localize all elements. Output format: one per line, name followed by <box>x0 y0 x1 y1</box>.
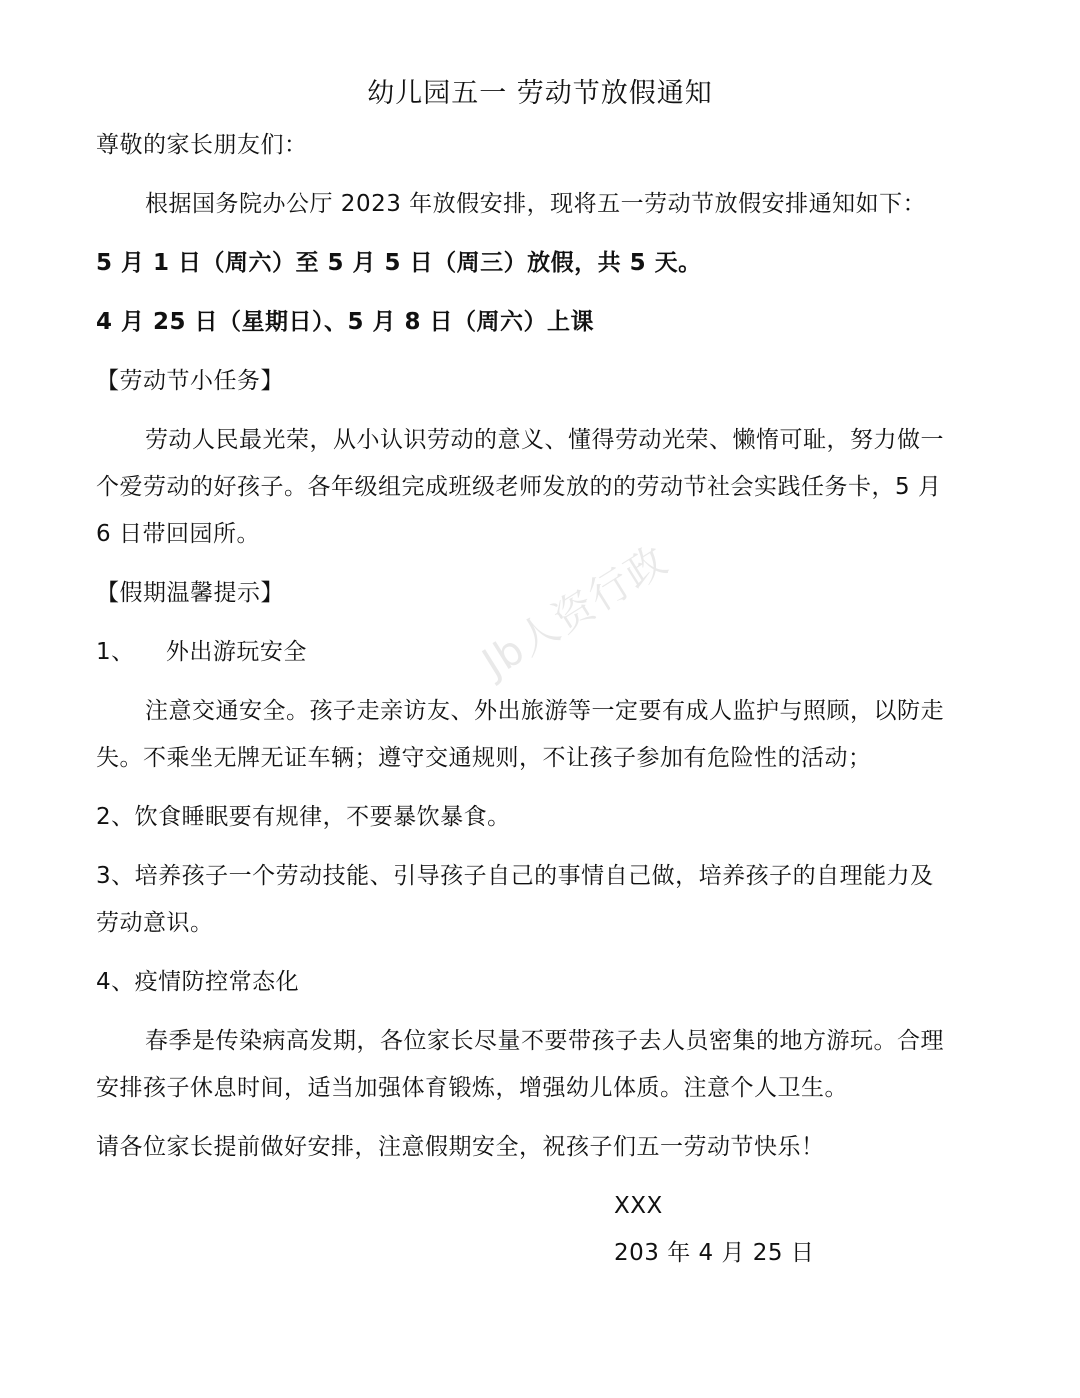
tip-4-line-2: 安排孩子休息时间，适当加强体育锻炼，增强幼儿体质。注意个人卫生。 <box>96 1075 848 1101</box>
closing-wish: 请各位家长提前做好安排，注意假期安全，祝孩子们五一劳动节快乐！ <box>96 1134 825 1160</box>
tip-3-line-2: 劳动意识。 <box>96 910 214 936</box>
holiday-dates: 5 月 1 日（周六）至 5 月 5 日（周三）放假，共 5 天。 <box>96 250 702 276</box>
task-line-2: 个爱劳动的好孩子。各年级组完成班级老师发放的的劳动节社会实践任务卡，5 月 <box>96 474 942 500</box>
tip-1-line-2: 失。不乘坐无牌无证车辆；遵守交通规则，不让孩子参加有危险性的活动； <box>96 745 872 771</box>
intro-paragraph: 根据国务院办公厅 2023 年放假安排，现将五一劳动节放假安排通知如下： <box>145 191 927 217</box>
task-line-3: 6 日带回园所。 <box>96 521 260 547</box>
tip-4-line-1: 春季是传染病高发期，各位家长尽量不要带孩子去人员密集的地方游玩。合理 <box>145 1028 944 1054</box>
makeup-workdays: 4 月 25 日（星期日）、5 月 8 日（周六）上课 <box>96 309 595 335</box>
tip-1-title: 1、 外出游玩安全 <box>96 639 307 665</box>
task-line-1: 劳动人民最光荣，从小认识劳动的意义、懂得劳动光荣、懒惰可耻，努力做一 <box>145 427 944 453</box>
notice-title: 幼儿园五一 劳动节放假通知 <box>367 78 713 109</box>
signature: XXX <box>614 1193 663 1219</box>
tip-3-line-1: 3、培养孩子一个劳动技能、引导孩子自己的事情自己做，培养孩子的自理能力及 <box>96 863 934 889</box>
tips-heading: 【假期温馨提示】 <box>96 580 284 606</box>
tip-1-line-1: 注意交通安全。孩子走亲访友、外出旅游等一定要有成人监护与照顾，以防走 <box>145 698 944 724</box>
watermark: Jb人资行政 <box>474 536 677 687</box>
notice-date: 203 年 4 月 25 日 <box>614 1240 815 1266</box>
greeting: 尊敬的家长朋友们： <box>96 132 308 158</box>
task-heading: 【劳动节小任务】 <box>96 368 284 394</box>
tip-4-title: 4、疫情防控常态化 <box>96 969 300 995</box>
tip-2: 2、饮食睡眠要有规律，不要暴饮暴食。 <box>96 804 511 830</box>
